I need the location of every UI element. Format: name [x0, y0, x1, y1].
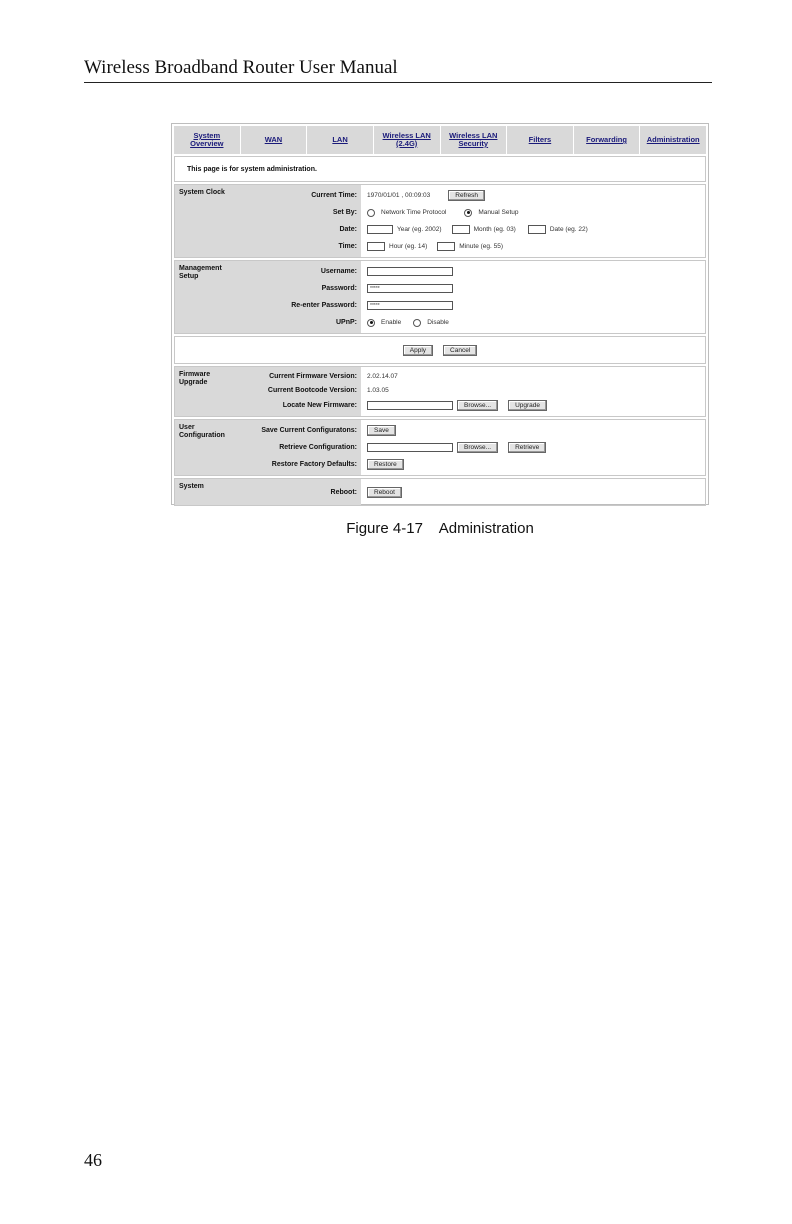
intro-text: This page is for system administration.: [174, 156, 706, 182]
cancel-button[interactable]: Cancel: [443, 345, 477, 356]
ntp-label: Network Time Protocol: [381, 209, 447, 216]
tab-system-overview[interactable]: [174, 126, 241, 154]
year-input[interactable]: [367, 225, 393, 234]
figure-caption: Figure 4-17 Administration: [346, 520, 534, 537]
current-firmware-label: Current Firmware Version:: [269, 372, 357, 380]
upnp-enable-radio[interactable]: [367, 319, 375, 327]
password-label: Password:: [321, 285, 357, 292]
config-browse-button[interactable]: Browse...: [457, 442, 498, 453]
management-section: [174, 260, 706, 334]
reenter-password-input[interactable]: *****: [367, 301, 453, 310]
restore-defaults-label: Restore Factory Defaults:: [271, 461, 357, 468]
tab-label: Administration: [646, 135, 700, 144]
page-number: 46: [84, 1150, 102, 1170]
apply-cancel-row: [174, 336, 706, 364]
tab-wireless-lan[interactable]: [374, 126, 441, 154]
refresh-button[interactable]: Refresh: [448, 190, 485, 201]
retrieve-button[interactable]: Retrieve: [508, 442, 546, 453]
section-title: Management Setup: [175, 261, 241, 333]
firmware-file-input[interactable]: [367, 401, 453, 410]
year-hint: Year (eg. 2002): [397, 226, 442, 233]
restore-button[interactable]: Restore: [367, 459, 404, 470]
apply-button[interactable]: Apply: [403, 345, 433, 356]
hour-input[interactable]: [367, 242, 385, 251]
upnp-disable-label: Disable: [427, 319, 449, 326]
manual-title: Wireless Broadband Router User Manual: [84, 57, 398, 78]
user-config-section: [174, 419, 706, 476]
tab-wireless-lan-security[interactable]: [441, 126, 508, 154]
tab-filters[interactable]: [507, 126, 574, 154]
hour-hint: Hour (eg. 14): [389, 243, 428, 250]
upnp-label: UPnP:: [336, 319, 357, 326]
save-config-label: Save Current Configuratons:: [261, 427, 357, 434]
day-input[interactable]: [528, 225, 546, 234]
minute-input[interactable]: [437, 242, 455, 251]
section-title: Firmware Upgrade: [175, 367, 241, 416]
tab-wan[interactable]: [241, 126, 308, 154]
day-hint: Date (eg. 22): [549, 226, 588, 233]
save-button[interactable]: Save: [367, 425, 396, 436]
tab-label: LAN: [332, 135, 348, 144]
tab-administration[interactable]: [640, 126, 706, 154]
section-title: System: [175, 479, 241, 505]
section-title: User Configuration: [175, 420, 241, 475]
current-firmware-value: 2.02.14.07: [367, 372, 398, 380]
upgrade-button[interactable]: Upgrade: [508, 400, 547, 411]
nav-bar: [174, 126, 706, 154]
current-time-value: 1970/01/01 , 00:09:03: [367, 192, 431, 199]
reboot-label: Reboot:: [330, 488, 357, 496]
tab-forwarding[interactable]: [574, 126, 641, 154]
locate-firmware-label: Locate New Firmware:: [282, 402, 357, 409]
date-label: Date:: [339, 226, 357, 233]
upnp-disable-radio[interactable]: [413, 319, 421, 327]
reenter-password-label: Re-enter Password:: [291, 302, 357, 309]
tab-label: System Overview: [190, 131, 224, 148]
reboot-button[interactable]: Reboot: [367, 487, 402, 498]
retrieve-config-label: Retrieve Configuration:: [279, 444, 357, 451]
current-time-label: Current Time:: [311, 192, 357, 199]
upnp-enable-label: Enable: [381, 319, 402, 326]
tab-label: Forwarding: [586, 135, 627, 144]
time-label: Time:: [338, 243, 357, 250]
tab-label: Filters: [528, 135, 552, 144]
username-label: Username:: [320, 268, 357, 275]
tab-lan[interactable]: [307, 126, 374, 154]
tab-label: WAN: [264, 135, 283, 144]
username-input[interactable]: [367, 267, 453, 276]
section-title: System Clock: [175, 185, 241, 257]
manual-setup-radio[interactable]: [464, 209, 472, 217]
bootcode-value: 1.03.05: [367, 386, 389, 394]
month-hint: Month (eg. 03): [473, 226, 516, 233]
system-section: [174, 478, 706, 506]
router-admin-screenshot: [171, 123, 709, 505]
firmware-section: [174, 366, 706, 417]
tab-label: Wireless LAN (2.4G): [382, 131, 431, 148]
set-by-label: Set By:: [332, 209, 357, 216]
month-input[interactable]: [452, 225, 470, 234]
bootcode-label: Current Bootcode Version:: [267, 386, 357, 394]
config-file-input[interactable]: [367, 443, 453, 452]
password-input[interactable]: *****: [367, 284, 453, 293]
firmware-browse-button[interactable]: Browse...: [457, 400, 498, 411]
ntp-radio[interactable]: [367, 209, 375, 217]
minute-hint: Minute (eg. 55): [459, 243, 504, 250]
tab-label: Wireless LAN Security: [449, 131, 498, 148]
page-header: [84, 57, 712, 83]
system-clock-section: [174, 184, 706, 258]
manual-setup-label: Manual Setup: [478, 209, 519, 216]
